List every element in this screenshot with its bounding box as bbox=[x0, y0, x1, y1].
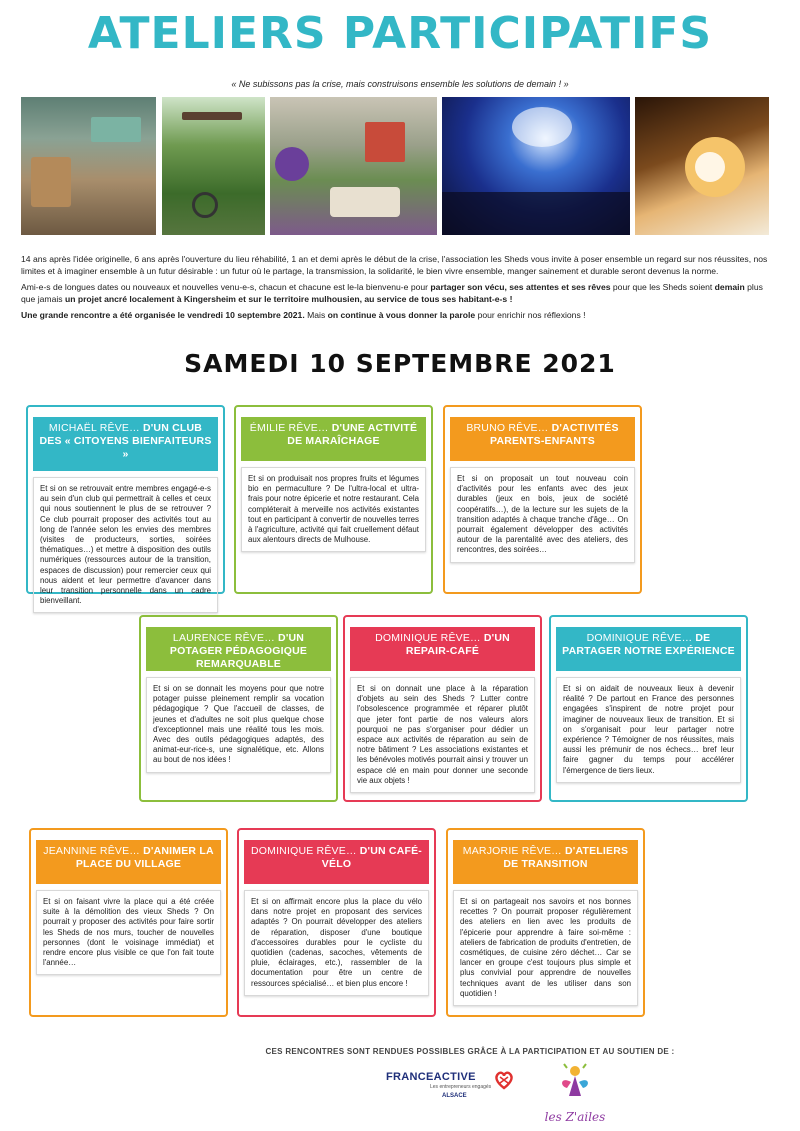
photo-strip bbox=[21, 97, 769, 235]
intro-paragraph-2: Ami-e-s de longues dates ou nouveaux et nouvelles venu-e-s, chacun et chacune est le-la bienvenu-e pour partager son vécu, ses attentes et ses rêves pour que les Sheds soient demain plus que jamais un projet ancré localement à Kingersheim et sur le territoire mulhousien, au service de tous ses habitant-e-s ! bbox=[21, 282, 763, 304]
dream-card-text: Et si on produisait nos propres fruits et légumes bio en permaculture ? De l'ultra-local et ultra-frais pour notre épicerie et notre restaurant. Cela compléterait à merveille nos activités existantes tout en participant à convertir de nouvelles terres à l'agriculture, activité qui fait cruellement défaut aux alentours directs de Mulhouse. bbox=[241, 467, 426, 552]
dream-card-header: MICHAËL RÊVE… D'UN CLUB DES « CITOYENS BIENFAITEURS » bbox=[33, 417, 218, 471]
dream-card-text: Et si on se donnait les moyens pour que notre potager puisse pleinement remplir sa vocation pédagogique ? Que l'accueil de classes, de jeunes et d'adultes ne soit plus quelque chose d'exceptionnel mais une réalité tous les mois. Avec des outils pédagogiques adaptés, des animat-eur-rice-s, une signalétique, etc. Allons au bout de nos idées ! bbox=[146, 677, 331, 773]
les-zailes-logo bbox=[540, 1062, 610, 1124]
dream-card-header: MARJORIE RÊVE… D'ATELIERS DE TRANSITION bbox=[453, 840, 638, 884]
intro-paragraph-3: Une grande rencontre a été organisée le vendredi 10 septembre 2021. Mais on continue à vous donner la parole pour enrichir nos réflexions ! bbox=[21, 310, 586, 320]
dream-card-text: Et si on affirmait encore plus la place du vélo dans notre projet en proposant des services adaptés ? On pourrait développer des ateliers de réparation, disposer d'une boutique d'accessoires durables pour le cycliste du quotidien (cadenas, sacoches, vêtements de pluie, éclairages, etc.), rassembler de la documentation pour être un centre de ressources spécialisé… et bien plus encore ! bbox=[244, 890, 429, 996]
franceactive-logo bbox=[386, 1071, 506, 1099]
intro-paragraph-1: 14 ans après l'idée originelle, 6 ans après l'ouverture du lieu réhabilité, 1 an et demi après le début de la crise, l'association les Sheds vous invite à poser ensemble un regard sur nos réussites, nos limites et à imaginer ensemble à un futur désirable : un futur où le partage, la transmission, la solidarité, le bien vivre ensemble, manger sainement et durable seront devenus la norme. bbox=[21, 254, 768, 276]
dream-card-text: Et si on partageait nos savoirs et nos bonnes recettes ? On pourrait proposer régulièrement des ateliers en lien avec les produits de l'épicerie pour apprendre à faire soi-même : ateliers de fabrication de produits d'entretien, de cosmétiques, de cuisine zéro déchet… Car se lancer en groupe c'est toujours plus simple et plus convivial pour apprendre de nouvelles techniques avant de les utiliser dans son quotidien ! bbox=[453, 890, 638, 1006]
pretzel-heart-icon bbox=[493, 1069, 515, 1091]
dream-card-repair-cafe bbox=[343, 615, 542, 802]
dream-card-place-village bbox=[29, 828, 228, 1017]
dream-card-header: ÉMILIE RÊVE… D'UNE ACTIVITÉ DE MARAÎCHAGE bbox=[241, 417, 426, 461]
dream-card-parents-enfants bbox=[443, 405, 642, 594]
dream-card-club bbox=[26, 405, 225, 606]
franceactive-subtitle: Les entrepreneurs engagés bbox=[430, 1084, 492, 1090]
franceactive-region: ALSACE bbox=[442, 1093, 467, 1099]
les-zailes-name: les Z'ailes bbox=[544, 1110, 606, 1124]
dream-card-ateliers-transition bbox=[446, 828, 645, 1017]
event-date-heading: SAMEDI 10 SEPTEMBRE 2021 bbox=[184, 349, 616, 378]
dream-card-header: BRUNO RÊVE… D'ACTIVITÉS PARENTS-ENFANTS bbox=[450, 417, 635, 461]
dream-card-header: JEANNINE RÊVE… D'ANIMER LA PLACE DU VILLAGE bbox=[36, 840, 221, 884]
tagline-quote: « Ne subissons pas la crise, mais construisons ensemble les solutions de demain ! » bbox=[231, 79, 569, 89]
photo-dessert bbox=[635, 97, 769, 235]
photo-outdoor-terrace bbox=[270, 97, 437, 235]
intro-text bbox=[21, 254, 769, 327]
page-title: ATELIERS PARTICIPATIFS bbox=[87, 8, 713, 59]
dream-card-header: DOMINIQUE RÊVE… DE PARTAGER NOTRE EXPÉRIENCE bbox=[556, 627, 741, 671]
dream-card-header: DOMINIQUE RÊVE… D'UN CAFÉ-VÉLO bbox=[244, 840, 429, 884]
dream-card-partager bbox=[549, 615, 748, 802]
dream-card-text: Et si on donnait une place à la réparation d'objets au sein des Sheds ? Lutter contre l'obsolescence programmée et réparer plutôt que jeter font partie de nos valeurs alors pourquoi ne pas s'organiser pour dédier un espace aux activités de réparation au sein de notre bâtiment ? Les associations existantes et les bénévoles motivés pourrait ainsi y trouver un espace clé en main pour donner une seconde vie aux objets ! bbox=[350, 677, 535, 793]
franceactive-name: FRANCEACTIVE bbox=[386, 1071, 476, 1083]
dream-card-header: LAURENCE RÊVE… D'UN POTAGER PÉDAGOGIQUE REMARQUABLE bbox=[146, 627, 331, 671]
photo-concert bbox=[442, 97, 630, 235]
dream-card-text: Et si on proposait un tout nouveau coin d'activités pour les enfants avec des jeux durables (jeux en bois, jeux de société coopératifs…), de la lecture sur les sujets de la transition adaptés à chaque tranche d'âge… On pourrait également développer des activités autour de la parentalité avec des ateliers, des rencontres, des soirées… bbox=[450, 467, 635, 563]
winged-figure-icon bbox=[555, 1062, 595, 1102]
dream-card-text: Et si on aidait de nouveaux lieux à devenir réalité ? De partout en France des personnes engagées s'inspirent de notre projet pour imaginer de nouveaux lieux de transition. Et si on s'organisait pour leur partager notre expérience ? Témoigner de nos réussites, mais aussi les prémunir de nos échecs… bref leur faire gagner du temps pour accélérer l'émergence de tiers lieux. bbox=[556, 677, 741, 783]
photo-grocery-store bbox=[21, 97, 156, 235]
dream-card-text: Et si on faisant vivre la place qui a été créée suite à la démolition des vieux Sheds ? On pourrait y proposer des activités pour faire sortir les Sheds de nos murs, toucher de nouvelles personnes (dont le voisinage immédiat) et rendre encore plus visible ce que l'on fait toute l'année… bbox=[36, 890, 221, 975]
dream-card-potager bbox=[139, 615, 338, 802]
dream-card-text: Et si on se retrouvait entre membres engagé-e-s au sein d'un club qui permettrait à celles et ceux qui nous soutiennent le plus de se retrouver ? Ce club pourrait proposer des activités tout au long de l'année selon les envies des membres (visites de producteurs, sorties, soirées thématiques…) et mettre à disposition des outils numériques (ressources autour de la transition, espaces de discussion) pour remercier ceux qui nous aident et leur permettre d'avancer dans leur transition personnelle dans un cadre bienveillant. bbox=[33, 477, 218, 613]
photo-garden bbox=[162, 97, 265, 235]
sponsors-statement: CES RENCONTRES SONT RENDUES POSSIBLES GRÂCE À LA PARTICIPATION ET AU SOUTIEN DE : bbox=[265, 1047, 675, 1056]
dream-card-header: DOMINIQUE RÊVE… D'UN REPAIR-CAFÉ bbox=[350, 627, 535, 671]
dream-card-cafe-velo bbox=[237, 828, 436, 1017]
dream-card-maraichage bbox=[234, 405, 433, 594]
